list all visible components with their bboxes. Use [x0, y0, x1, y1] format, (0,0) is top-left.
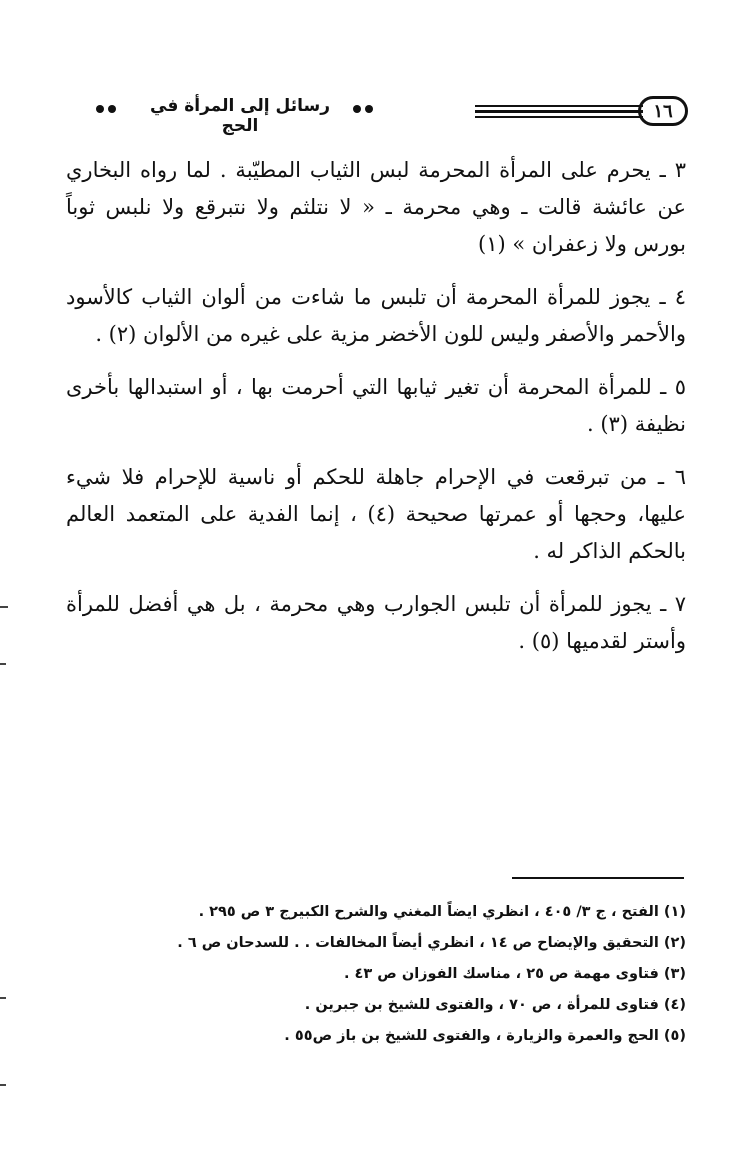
scan-mark: [0, 1084, 6, 1086]
list-item: ٤ ـ يجوز للمرأة المحرمة أن تلبس ما شاءت من ألوان الثياب كالأسود والأحمر والأصفر وليس للون الأخضر مزية على غيره من الألوان (٢) .: [66, 285, 686, 346]
scan-mark: [0, 606, 8, 608]
scan-mark: [0, 663, 6, 665]
footnote: (٢) التحقيق والإيضاح ص ١٤ ، انظري أيضاً المخالفات . . للسدحان ص ٦ .: [177, 935, 686, 951]
header-rule: [475, 116, 643, 118]
footnote: (٥) الحج والعمرة والزيارة ، والفتوى للشيخ بن باز ص٥٥ .: [284, 1028, 686, 1044]
footnote: (٤) فتاوى للمرأة ، ص ٧٠ ، والفتوى للشيخ بن جبرين .: [304, 997, 686, 1013]
page-number: ١٦: [638, 96, 688, 126]
running-title: رسائل إلى المرأة في الحج: [150, 96, 330, 136]
list-item: ٣ ـ يحرم على المرأة المحرمة لبس الثياب المطيّبة . لما رواه البخاري عن عائشة قالت ـ وهي محرمة ـ « لا نتلثم ولا نتبرقع ولا نلبس ثوباً بورس ولا زعفران » (١): [66, 158, 686, 256]
footnote: (٣) فتاوى مهمة ص ٢٥ ، مناسك الفوزان ص ٤٣ .: [343, 966, 686, 982]
header-rule: [475, 110, 643, 113]
footnotes: [160, 897, 686, 1052]
ornament-dots-icon: [353, 105, 373, 113]
list-item: ٥ ـ للمرأة المحرمة أن تغير ثيابها التي أحرمت بها ، أو استبدالها بأخرى نظيفة (٣) .: [66, 375, 686, 436]
footnote-rule: [512, 877, 684, 879]
list-item: ٦ ـ من تبرقعت في الإحرام جاهلة للحكم أو ناسية للإحرام فلا شيء عليها، وحجها أو عمرتها صحيحة (٤) ، إنما الفدية على المتعمد العالم بالحكم الذاكر له .: [66, 465, 686, 563]
footnote: (١) الفتح ، ج ٣/ ٤٠٥ ، انظري ايضاً المغني والشرح الكبيرج ٣ ص ٢٩٥ .: [198, 904, 686, 920]
page-header: [88, 96, 688, 136]
main-text: [66, 152, 686, 676]
header-rule: [475, 105, 643, 107]
ornament-dots-icon: [96, 105, 116, 113]
scan-mark: [0, 997, 6, 999]
list-item: ٧ ـ يجوز للمرأة أن تلبس الجوارب وهي محرمة ، بل هي أفضل للمرأة وأستر لقدميها (٥) .: [66, 592, 686, 653]
